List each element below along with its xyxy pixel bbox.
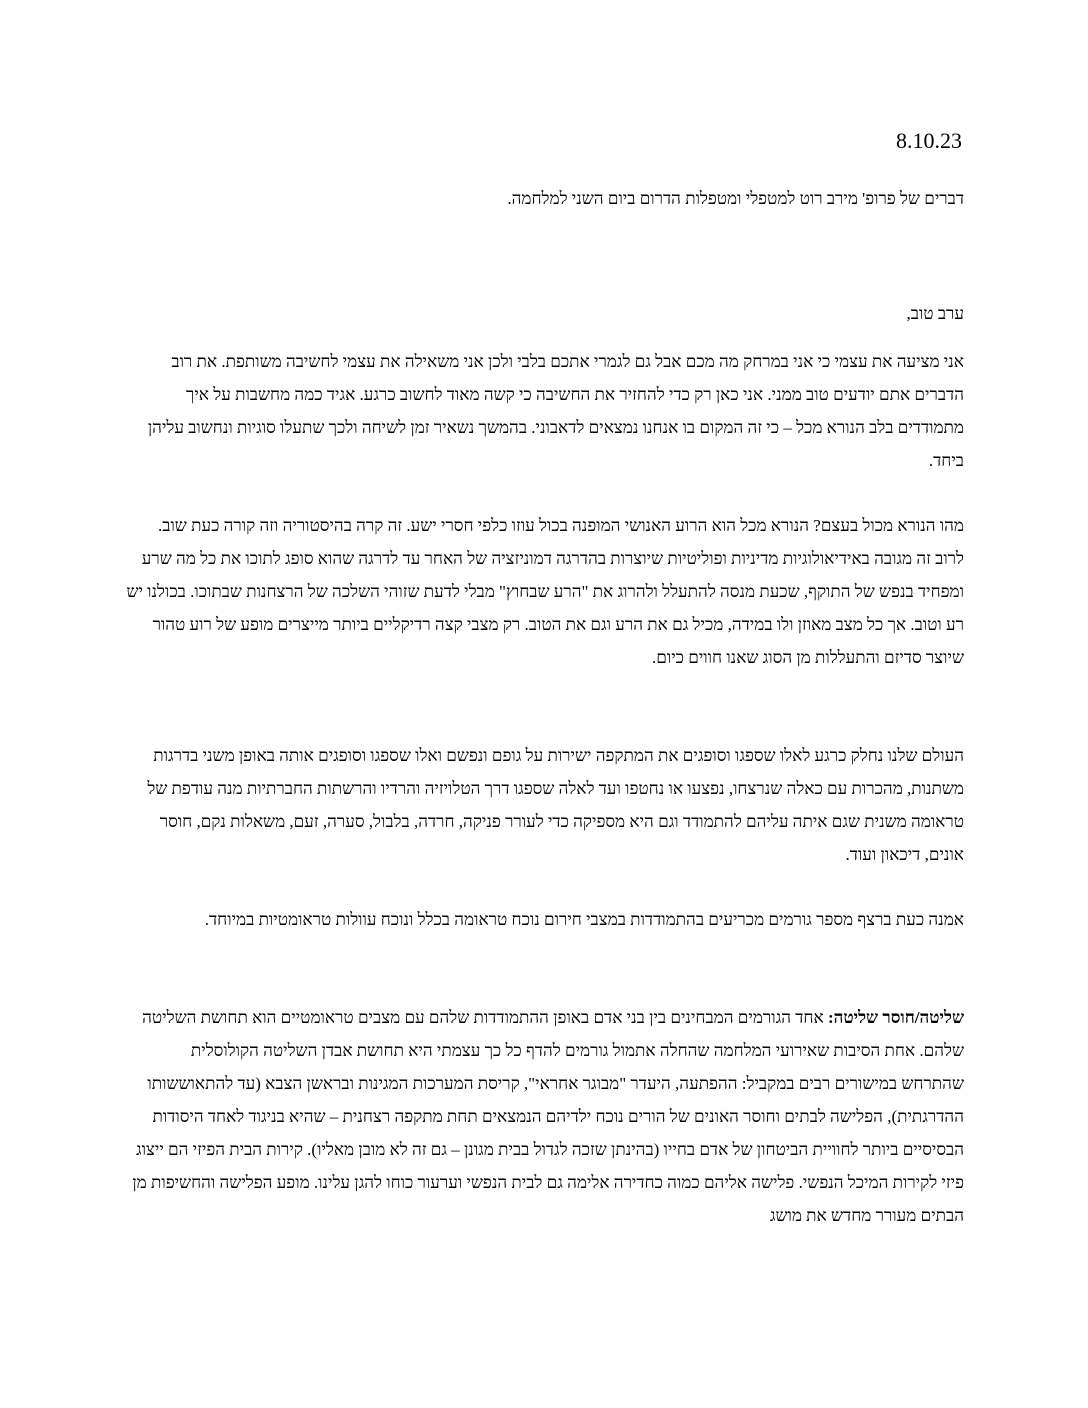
section-lead-control: שליטה/חוסר שליטה:	[827, 1008, 964, 1027]
document-date: 8.10.23	[896, 128, 962, 153]
document-subtitle: דברים של פרופ' מירב רוט למטפלי ומטפלות הדרום ביום השני למלחמה.	[507, 189, 964, 208]
paragraph-3: העולם שלנו נחלק כרגע לאלו שספגו וסופגים את המתקפה ישירות על גופם ונפשם ואלו שספגו וסופגים אותה באופן משני בדרגות משתנות, מהכרות עם כאלה שנרצחו, נפצעו או נחטפו ועד לאלה שספגו דרך הטלויזיה והרדיו והרשתות החברתיות מנה עודפת של טראומה משנית שגם איתה עליהם להתמודד וגם היא מספיקה כדי לעורר פניקה, חרדה, בלבול, סערה, זעם, משאלות נקם, חוסר אונים, דיכאון ועוד.	[147, 746, 964, 864]
greeting: ערב טוב,	[906, 304, 964, 323]
paragraph-2: מהו הנורא מכול בעצם? הנורא מכל הוא הרוע האנושי המופנה בכול עוזו כלפי חסרי ישע. זה קרה בהיסטוריה וזה קורה כעת שוב. לרוב זה מגובה באידיאולוגיות מדיניות ופוליטיות שיוצרות בהדרגה דמוניזציה של האחר עד לדרגה שהוא סופג לתוכו את כל מה שרע ומפחיד בנפש של התוקף, שכעת מנסה להתעלל ולהרוג את "הרע שבחוץ" מבלי לדעת שזוהי השלכה של הרצחנות שבתוכו. בכולנו יש רע וטוב. אך כל מצב מאוזן ולו במידה, מכיל גם את הרע וגם את הטוב. רק מצבי קצה רדיקליים ביותר מייצרים מופע של רוע טהור שיוצר סדיזם והתעללות מן הסוג שאנו חווים כיום.	[126, 516, 964, 667]
paragraph-1: אני מציעה את עצמי כי אני במרחק מה מכם אבל גם לגמרי אתכם בלבי ולכן אני משאילה את עצמי לחשיבה משותפת. את רוב הדברים אתם יודעים טוב ממני. אני כאן רק כדי להחזיר את החשיבה כי קשה מאוד לחשוב כרגע. אגיד כמה מחשבות על איך מתמודדים בלב הנורא מכל – כי זה המקום בו אנחנו נמצאים לדאבוני. בהמשך נשאיר זמן לשיחה ולכך שתעלו סוגיות ונחשוב עליהן ביחד.	[147, 352, 964, 470]
paragraph-5-body: אחד הגורמים המבחינים בין בני אדם באופן ההתמודדות שלהם עם מצבים טראומטיים הוא תחושת השליטה שלהם. אחת הסיבות שאירועי המלחמה שהחלה אתמול גורמים להדף כל כך עצמתי היא תחושת אבדן השליטה הקולוסלית שהתרחש במישורים רבים במקביל: ההפתעה, היעדר "מבוגר אחראי", קריסת המערכות המגינות ובראשן הצבא (עד להתאוששותו ההדרגתית), הפלישה לבתים וחוסר האונים של הורים נוכח ילדיהם הנמצאים תחת מתקפה רצחנית – שהיא בניגוד לאחד היסודות הבסיסיים ביותר לחוויית הביטחון של אדם בחייו (בהינתן שזכה לגדול בבית מגונן – גם זה לא מובן מאליו). קירות הבית הפיזי הם ייצוג פיזי לקירות המיכל הנפשי. פלישה אליהם כמוה כחדירה אלימה גם לבית הנפשי וערעור כוחו להגן עלינו. מופע הפלישה והחשיפות מן הבתים מעורר מחדש את מושג	[132, 1008, 964, 1225]
paragraph-4: אמנה כעת ברצף מספר גורמים מכריעים בהתמודדות במצבי חירום נוכח טראומה בכלל ונוכח עוולות טראומטיות במיוחד.	[204, 910, 964, 929]
paragraph-5	[126, 1001, 964, 1232]
